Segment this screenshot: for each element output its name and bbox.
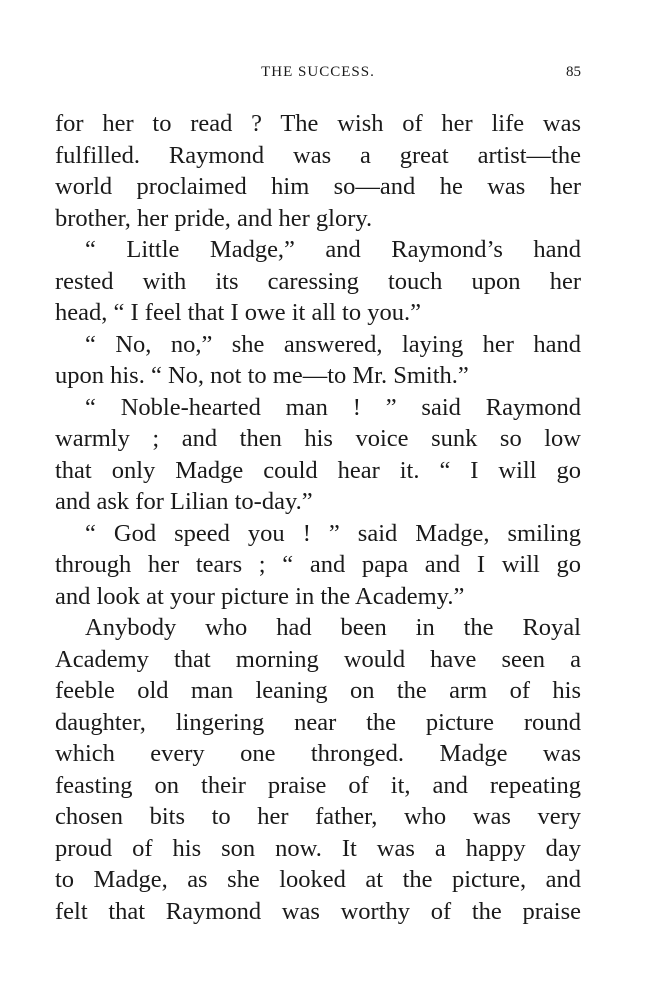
text-line: and look at your picture in the Academy.” [55, 582, 465, 610]
text-line: chosen bits to her father, who was very [55, 803, 581, 830]
text-line: brother, her pride, and her glory. [55, 204, 373, 232]
text-line: felt that Raymond was worthy of the praise [55, 897, 581, 925]
text-line: daughter, lingering near the picture round [55, 708, 581, 736]
text-line: Academy that morning would have seen a [55, 645, 581, 673]
text-line: proud of his son now. It was a happy day [55, 834, 581, 862]
text-line: world proclaimed him so—and he was her [55, 173, 581, 200]
page-number: 85 [566, 64, 581, 80]
text-line: “ God speed you ! ” said Madge, smiling [85, 519, 581, 547]
text-line: to Madge, as she looked at the picture, and [55, 866, 581, 893]
text-line: warmly ; and then his voice sunk so low [55, 425, 581, 452]
text-line: feasting on their praise of it, and repeating [55, 771, 581, 799]
text-line: “ No, no,” she answered, laying her hand [85, 330, 581, 358]
body-text [55, 108, 581, 927]
text-line: that only Madge could hear it. “ I will go [55, 456, 581, 484]
running-head [55, 64, 581, 86]
text-line: upon his. “ No, not to me—to Mr. Smith.” [55, 362, 469, 389]
text-line: Anybody who had been in the Royal [85, 614, 581, 641]
text-line: fulfilled. Raymond was a great artist—the [55, 141, 581, 169]
text-line: “ Noble-hearted man ! ” said Raymond [85, 393, 581, 421]
running-title: THE SUCCESS. [261, 64, 375, 80]
text-line: “ Little Madge,” and Raymond’s hand [85, 236, 581, 263]
text-line: which every one thronged. Madge was [55, 740, 581, 767]
text-line: through her tears ; “ and papa and I will go [55, 551, 581, 578]
text-line: and ask for Lilian to-day.” [55, 488, 313, 515]
text-line: for her to read ? The wish of her life was [55, 110, 581, 137]
text-line: feeble old man leaning on the arm of his [55, 677, 581, 704]
text-line: head, “ I feel that I owe it all to you.” [55, 299, 421, 326]
text-line: rested with its caressing touch upon her [55, 267, 581, 295]
